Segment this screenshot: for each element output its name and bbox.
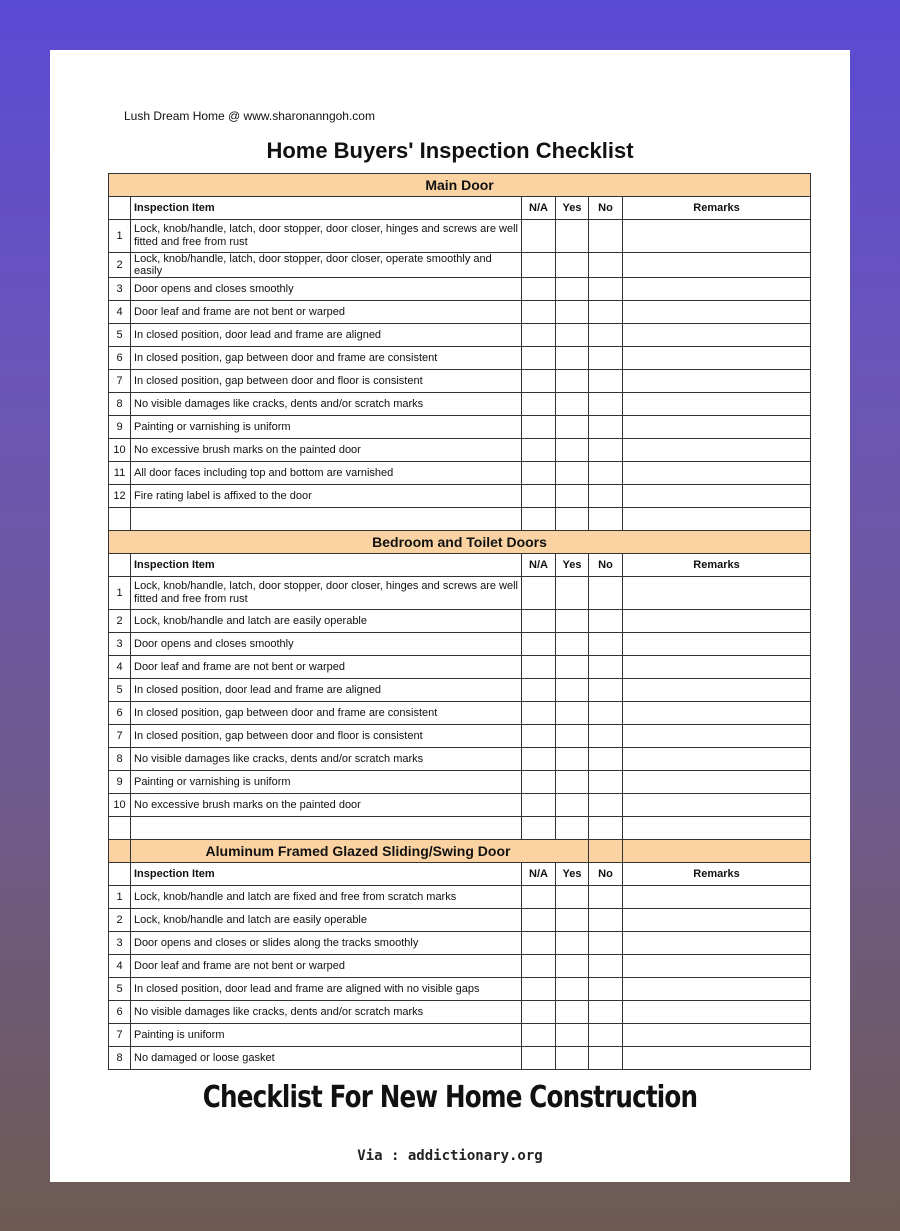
na-checkbox-cell[interactable] (522, 886, 556, 909)
yes-checkbox-cell[interactable] (556, 1024, 589, 1047)
item-number: 6 (109, 702, 131, 725)
item-number: 8 (109, 1047, 131, 1070)
no-checkbox-cell[interactable] (589, 955, 623, 978)
na-checkbox-cell[interactable] (522, 301, 556, 324)
checklist-row (109, 978, 811, 1001)
caption-title: Checklist For New Home Construction (202, 1080, 698, 1115)
checklist-row (109, 439, 811, 462)
item-number: 2 (109, 610, 131, 633)
blank-cell (109, 817, 131, 840)
remarks-cell[interactable] (623, 978, 811, 1001)
yes-checkbox-cell[interactable] (556, 393, 589, 416)
checklist-row (109, 220, 811, 253)
header-no: No (589, 554, 623, 577)
checklist-row (109, 725, 811, 748)
checklist-row (109, 656, 811, 679)
blank-cell (522, 817, 556, 840)
checklist-row (109, 1001, 811, 1024)
item-description: Lock, knob/handle, latch, door stopper, door closer, hinges and screws are well fitted and free from rust (131, 220, 522, 253)
remarks-cell[interactable] (623, 932, 811, 955)
no-checkbox-cell[interactable] (589, 324, 623, 347)
na-checkbox-cell[interactable] (522, 324, 556, 347)
no-checkbox-cell[interactable] (589, 347, 623, 370)
item-description: In closed position, gap between door and floor is consistent (131, 725, 522, 748)
no-checkbox-cell[interactable] (589, 679, 623, 702)
na-checkbox-cell[interactable] (522, 577, 556, 610)
checklist-row (109, 748, 811, 771)
item-description: In closed position, door lead and frame are aligned (131, 679, 522, 702)
checklist-row (109, 1047, 811, 1070)
remarks-cell[interactable] (623, 1047, 811, 1070)
yes-checkbox-cell[interactable] (556, 220, 589, 253)
remarks-cell[interactable] (623, 679, 811, 702)
checklist-row (109, 610, 811, 633)
header-num-cell (109, 554, 131, 577)
yes-checkbox-cell[interactable] (556, 955, 589, 978)
item-description: No visible damages like cracks, dents and/or scratch marks (131, 748, 522, 771)
item-number: 8 (109, 393, 131, 416)
na-checkbox-cell[interactable] (522, 220, 556, 253)
header-inspection-item: Inspection Item (131, 863, 522, 886)
section-title: Bedroom and Toilet Doors (109, 531, 811, 554)
remarks-cell[interactable] (623, 301, 811, 324)
remarks-cell[interactable] (623, 220, 811, 253)
section-header (109, 174, 811, 197)
na-checkbox-cell[interactable] (522, 725, 556, 748)
no-checkbox-cell[interactable] (589, 393, 623, 416)
yes-checkbox-cell[interactable] (556, 702, 589, 725)
item-number: 9 (109, 771, 131, 794)
section-header (109, 531, 811, 554)
item-number: 10 (109, 794, 131, 817)
header-yes: Yes (556, 554, 589, 577)
remarks-cell[interactable] (623, 1001, 811, 1024)
na-checkbox-cell[interactable] (522, 1001, 556, 1024)
yes-checkbox-cell[interactable] (556, 253, 589, 278)
header-remarks: Remarks (623, 863, 811, 886)
header-num-cell (109, 863, 131, 886)
blank-cell (589, 817, 623, 840)
yes-checkbox-cell[interactable] (556, 1047, 589, 1070)
no-checkbox-cell[interactable] (589, 656, 623, 679)
remarks-cell[interactable] (623, 577, 811, 610)
blank-row (109, 508, 811, 531)
item-description: Door leaf and frame are not bent or warped (131, 955, 522, 978)
item-number: 4 (109, 301, 131, 324)
remarks-cell[interactable] (623, 656, 811, 679)
no-checkbox-cell[interactable] (589, 439, 623, 462)
item-number: 1 (109, 886, 131, 909)
item-description: Lock, knob/handle and latch are easily operable (131, 909, 522, 932)
content-card (50, 50, 850, 1182)
yes-checkbox-cell[interactable] (556, 416, 589, 439)
item-description: All door faces including top and bottom are varnished (131, 462, 522, 485)
checklist-row (109, 794, 811, 817)
yes-checkbox-cell[interactable] (556, 324, 589, 347)
column-header-row (109, 197, 811, 220)
yes-checkbox-cell[interactable] (556, 347, 589, 370)
item-description: Door leaf and frame are not bent or warped (131, 301, 522, 324)
checklist-row (109, 485, 811, 508)
item-number: 2 (109, 909, 131, 932)
remarks-cell[interactable] (623, 324, 811, 347)
source-credit: Lush Dream Home @ www.sharonanngoh.com (124, 109, 375, 123)
no-checkbox-cell[interactable] (589, 1001, 623, 1024)
header-inspection-item: Inspection Item (131, 197, 522, 220)
item-description: In closed position, door lead and frame are aligned (131, 324, 522, 347)
remarks-cell[interactable] (623, 393, 811, 416)
checklist-row (109, 886, 811, 909)
blank-cell (623, 508, 811, 531)
item-description: In closed position, gap between door and floor is consistent (131, 370, 522, 393)
na-checkbox-cell[interactable] (522, 370, 556, 393)
via-source: Via : addictionary.org (357, 1148, 543, 1164)
remarks-cell[interactable] (623, 485, 811, 508)
remarks-cell[interactable] (623, 886, 811, 909)
header-yes: Yes (556, 197, 589, 220)
na-checkbox-cell[interactable] (522, 485, 556, 508)
checklist-document (50, 50, 850, 1071)
checklist-row (109, 370, 811, 393)
checklist-row (109, 909, 811, 932)
na-checkbox-cell[interactable] (522, 393, 556, 416)
yes-checkbox-cell[interactable] (556, 485, 589, 508)
yes-checkbox-cell[interactable] (556, 771, 589, 794)
header-na: N/A (522, 863, 556, 886)
yes-checkbox-cell[interactable] (556, 978, 589, 1001)
remarks-cell[interactable] (623, 771, 811, 794)
remarks-cell[interactable] (623, 416, 811, 439)
na-checkbox-cell[interactable] (522, 610, 556, 633)
yes-checkbox-cell[interactable] (556, 748, 589, 771)
no-checkbox-cell[interactable] (589, 909, 623, 932)
item-number: 1 (109, 220, 131, 253)
header-no: No (589, 197, 623, 220)
item-description: In closed position, gap between door and frame are consistent (131, 347, 522, 370)
no-checkbox-cell[interactable] (589, 978, 623, 1001)
no-checkbox-cell[interactable] (589, 886, 623, 909)
no-checkbox-cell[interactable] (589, 748, 623, 771)
no-checkbox-cell[interactable] (589, 702, 623, 725)
header-num-cell (109, 197, 131, 220)
checklist-row (109, 278, 811, 301)
header-no: No (589, 863, 623, 886)
remarks-cell[interactable] (623, 702, 811, 725)
inspection-table (108, 173, 811, 1070)
no-checkbox-cell[interactable] (589, 416, 623, 439)
na-checkbox-cell[interactable] (522, 462, 556, 485)
blank-cell (556, 508, 589, 531)
checklist-row (109, 955, 811, 978)
na-checkbox-cell[interactable] (522, 1047, 556, 1070)
na-checkbox-cell[interactable] (522, 253, 556, 278)
yes-checkbox-cell[interactable] (556, 1001, 589, 1024)
yes-checkbox-cell[interactable] (556, 633, 589, 656)
item-number: 4 (109, 955, 131, 978)
item-number: 7 (109, 370, 131, 393)
blank-cell (131, 508, 522, 531)
item-number: 3 (109, 932, 131, 955)
header-yes: Yes (556, 863, 589, 886)
item-number: 8 (109, 748, 131, 771)
yes-checkbox-cell[interactable] (556, 301, 589, 324)
remarks-cell[interactable] (623, 370, 811, 393)
yes-checkbox-cell[interactable] (556, 656, 589, 679)
column-header-row (109, 863, 811, 886)
na-checkbox-cell[interactable] (522, 679, 556, 702)
no-checkbox-cell[interactable] (589, 771, 623, 794)
item-number: 3 (109, 633, 131, 656)
no-checkbox-cell[interactable] (589, 633, 623, 656)
item-number: 12 (109, 485, 131, 508)
no-checkbox-cell[interactable] (589, 462, 623, 485)
remarks-cell[interactable] (623, 253, 811, 278)
yes-checkbox-cell[interactable] (556, 909, 589, 932)
item-description: Door leaf and frame are not bent or warped (131, 656, 522, 679)
no-checkbox-cell[interactable] (589, 1047, 623, 1070)
no-checkbox-cell[interactable] (589, 278, 623, 301)
item-description: In closed position, door lead and frame are aligned with no visible gaps (131, 978, 522, 1001)
blank-cell (589, 508, 623, 531)
remarks-cell[interactable] (623, 909, 811, 932)
na-checkbox-cell[interactable] (522, 656, 556, 679)
item-number: 3 (109, 278, 131, 301)
na-checkbox-cell[interactable] (522, 416, 556, 439)
na-checkbox-cell[interactable] (522, 1024, 556, 1047)
header-inspection-item: Inspection Item (131, 554, 522, 577)
remarks-cell[interactable] (623, 955, 811, 978)
item-number: 7 (109, 1024, 131, 1047)
section-title: Main Door (109, 174, 811, 197)
header-na: N/A (522, 554, 556, 577)
item-description: No damaged or loose gasket (131, 1047, 522, 1070)
checklist-row (109, 416, 811, 439)
checklist-row (109, 347, 811, 370)
na-checkbox-cell[interactable] (522, 794, 556, 817)
item-description: Door opens and closes smoothly (131, 278, 522, 301)
item-number: 5 (109, 679, 131, 702)
na-checkbox-cell[interactable] (522, 955, 556, 978)
item-number: 6 (109, 347, 131, 370)
yes-checkbox-cell[interactable] (556, 725, 589, 748)
remarks-cell[interactable] (623, 1024, 811, 1047)
item-number: 2 (109, 253, 131, 278)
blank-cell (109, 508, 131, 531)
no-checkbox-cell[interactable] (589, 370, 623, 393)
no-checkbox-cell[interactable] (589, 725, 623, 748)
na-checkbox-cell[interactable] (522, 771, 556, 794)
item-number: 7 (109, 725, 131, 748)
column-header-row (109, 554, 811, 577)
item-description: No excessive brush marks on the painted door (131, 794, 522, 817)
item-number: 11 (109, 462, 131, 485)
checklist-row (109, 253, 811, 278)
header-remarks: Remarks (623, 197, 811, 220)
item-number: 1 (109, 577, 131, 610)
remarks-cell[interactable] (623, 462, 811, 485)
section-fill-cell (623, 840, 811, 863)
yes-checkbox-cell[interactable] (556, 370, 589, 393)
header-na: N/A (522, 197, 556, 220)
checklist-row (109, 702, 811, 725)
blank-row (109, 817, 811, 840)
item-description: Lock, knob/handle and latch are easily operable (131, 610, 522, 633)
section-header (109, 840, 811, 863)
remarks-cell[interactable] (623, 725, 811, 748)
no-checkbox-cell[interactable] (589, 794, 623, 817)
item-description: Door opens and closes or slides along the tracks smoothly (131, 932, 522, 955)
na-checkbox-cell[interactable] (522, 439, 556, 462)
na-checkbox-cell[interactable] (522, 633, 556, 656)
no-checkbox-cell[interactable] (589, 610, 623, 633)
item-description: Painting or varnishing is uniform (131, 771, 522, 794)
item-description: Door opens and closes smoothly (131, 633, 522, 656)
na-checkbox-cell[interactable] (522, 748, 556, 771)
yes-checkbox-cell[interactable] (556, 577, 589, 610)
checklist-row (109, 577, 811, 610)
remarks-cell[interactable] (623, 278, 811, 301)
blank-cell (522, 508, 556, 531)
remarks-cell[interactable] (623, 748, 811, 771)
na-checkbox-cell[interactable] (522, 932, 556, 955)
item-number: 4 (109, 656, 131, 679)
yes-checkbox-cell[interactable] (556, 439, 589, 462)
no-checkbox-cell[interactable] (589, 577, 623, 610)
no-checkbox-cell[interactable] (589, 253, 623, 278)
yes-checkbox-cell[interactable] (556, 610, 589, 633)
checklist-row (109, 1024, 811, 1047)
checklist-row (109, 393, 811, 416)
remarks-cell[interactable] (623, 794, 811, 817)
item-description: In closed position, gap between door and frame are consistent (131, 702, 522, 725)
item-number: 5 (109, 978, 131, 1001)
na-checkbox-cell[interactable] (522, 347, 556, 370)
yes-checkbox-cell[interactable] (556, 932, 589, 955)
section-title: Aluminum Framed Glazed Sliding/Swing Door (131, 840, 589, 863)
no-checkbox-cell[interactable] (589, 1024, 623, 1047)
checklist-row (109, 324, 811, 347)
blank-cell (623, 817, 811, 840)
yes-checkbox-cell[interactable] (556, 794, 589, 817)
section-corner (109, 840, 131, 863)
item-description: No visible damages like cracks, dents and/or scratch marks (131, 393, 522, 416)
yes-checkbox-cell[interactable] (556, 679, 589, 702)
checklist-row (109, 932, 811, 955)
yes-checkbox-cell[interactable] (556, 886, 589, 909)
item-description: No visible damages like cracks, dents and/or scratch marks (131, 1001, 522, 1024)
checklist-row (109, 462, 811, 485)
no-checkbox-cell[interactable] (589, 932, 623, 955)
item-description: Fire rating label is affixed to the door (131, 485, 522, 508)
yes-checkbox-cell[interactable] (556, 462, 589, 485)
remarks-cell[interactable] (623, 633, 811, 656)
no-checkbox-cell[interactable] (589, 301, 623, 324)
remarks-cell[interactable] (623, 610, 811, 633)
item-description: Lock, knob/handle, latch, door stopper, door closer, hinges and screws are well fitted and free from rust (131, 577, 522, 610)
item-description: Painting or varnishing is uniform (131, 416, 522, 439)
remarks-cell[interactable] (623, 439, 811, 462)
checklist-row (109, 679, 811, 702)
remarks-cell[interactable] (623, 347, 811, 370)
checklist-title: Home Buyers' Inspection Checklist (266, 138, 634, 163)
section-fill-cell (589, 840, 623, 863)
item-description: Lock, knob/handle and latch are fixed and free from scratch marks (131, 886, 522, 909)
yes-checkbox-cell[interactable] (556, 278, 589, 301)
item-number: 5 (109, 324, 131, 347)
item-description: No excessive brush marks on the painted door (131, 439, 522, 462)
na-checkbox-cell[interactable] (522, 909, 556, 932)
na-checkbox-cell[interactable] (522, 702, 556, 725)
header-remarks: Remarks (623, 554, 811, 577)
checklist-row (109, 633, 811, 656)
na-checkbox-cell[interactable] (522, 978, 556, 1001)
no-checkbox-cell[interactable] (589, 485, 623, 508)
checklist-row (109, 771, 811, 794)
item-description: Painting is uniform (131, 1024, 522, 1047)
na-checkbox-cell[interactable] (522, 278, 556, 301)
no-checkbox-cell[interactable] (589, 220, 623, 253)
item-number: 9 (109, 416, 131, 439)
item-number: 6 (109, 1001, 131, 1024)
checklist-row (109, 301, 811, 324)
item-description: Lock, knob/handle, latch, door stopper, door closer, operate smoothly and easily (131, 253, 522, 278)
item-number: 10 (109, 439, 131, 462)
blank-cell (131, 817, 522, 840)
blank-cell (556, 817, 589, 840)
